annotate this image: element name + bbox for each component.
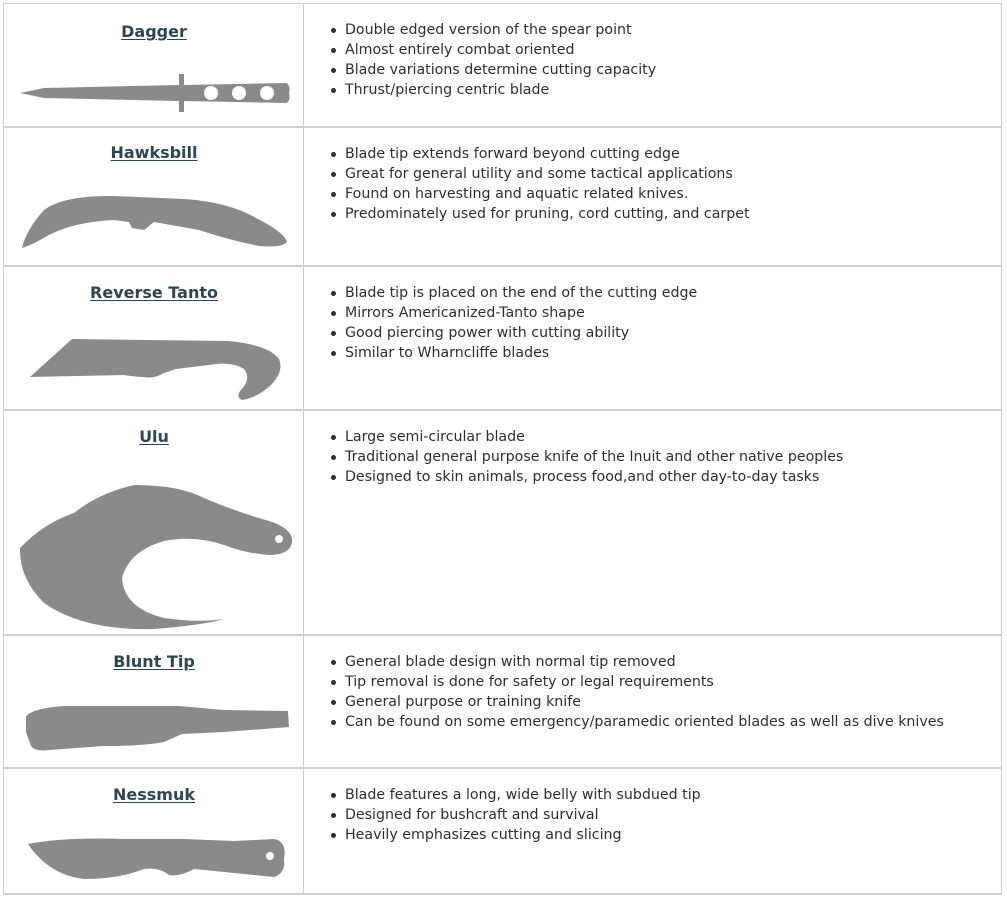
blade-name-cell bbox=[4, 267, 304, 409]
blade-description-cell bbox=[304, 128, 1001, 265]
table-row bbox=[3, 636, 1002, 769]
blade-title-link[interactable]: Nessmuk bbox=[113, 785, 195, 804]
blunt-tip-blade-icon bbox=[4, 696, 304, 761]
ulu-blade-icon bbox=[4, 473, 304, 633]
list-item: Can be found on some emergency/paramedic oriented blades as well as dive knives bbox=[330, 712, 944, 732]
table-row bbox=[3, 128, 1002, 267]
list-item: Large semi-circular blade bbox=[330, 427, 843, 447]
hawksbill-blade-icon bbox=[4, 190, 304, 255]
blade-name-cell bbox=[4, 636, 304, 767]
list-item: Blade features a long, wide belly with subdued tip bbox=[330, 785, 701, 805]
blade-name-cell bbox=[4, 4, 304, 126]
list-item: Blade variations determine cutting capacity bbox=[330, 60, 656, 80]
list-item: Found on harvesting and aquatic related knives. bbox=[330, 184, 750, 204]
list-item: Predominately used for pruning, cord cutting, and carpet bbox=[330, 204, 750, 224]
list-item: Good piercing power with cutting ability bbox=[330, 323, 697, 343]
list-item: Traditional general purpose knife of the Inuit and other native peoples bbox=[330, 447, 843, 467]
list-item: Heavily emphasizes cutting and slicing bbox=[330, 825, 701, 845]
blade-description-cell bbox=[304, 267, 1001, 409]
blade-name-cell bbox=[4, 769, 304, 893]
blade-title-link[interactable]: Hawksbill bbox=[110, 143, 198, 162]
blade-description-cell bbox=[304, 411, 1001, 634]
blade-name-cell bbox=[4, 411, 304, 634]
dagger-blade-icon bbox=[4, 68, 304, 118]
blade-features-list bbox=[330, 427, 843, 487]
blade-title-link[interactable]: Ulu bbox=[139, 427, 169, 446]
list-item: Thrust/piercing centric blade bbox=[330, 80, 656, 100]
list-item: Similar to Wharncliffe blades bbox=[330, 343, 697, 363]
blade-features-list bbox=[330, 20, 656, 100]
table-row bbox=[3, 4, 1002, 128]
list-item: Designed for bushcraft and survival bbox=[330, 805, 701, 825]
reverse-tanto-blade-icon bbox=[4, 329, 304, 404]
blade-features-list bbox=[330, 652, 944, 732]
table-row bbox=[3, 769, 1002, 895]
list-item: Great for general utility and some tactical applications bbox=[330, 164, 750, 184]
list-item: Blade tip extends forward beyond cutting edge bbox=[330, 144, 750, 164]
blade-features-list bbox=[330, 785, 701, 845]
blade-description-cell bbox=[304, 4, 1001, 126]
list-item: General blade design with normal tip removed bbox=[330, 652, 944, 672]
table-row bbox=[3, 411, 1002, 636]
table-row bbox=[3, 267, 1002, 411]
blade-features-list bbox=[330, 283, 697, 363]
nessmuk-blade-icon bbox=[4, 829, 304, 889]
list-item: Blade tip is placed on the end of the cutting edge bbox=[330, 283, 697, 303]
blade-title-link[interactable]: Blunt Tip bbox=[113, 652, 195, 671]
blade-description-cell bbox=[304, 769, 1001, 893]
blade-shapes-table bbox=[3, 3, 1002, 895]
list-item: Tip removal is done for safety or legal requirements bbox=[330, 672, 944, 692]
list-item: Mirrors Americanized-Tanto shape bbox=[330, 303, 697, 323]
list-item: Almost entirely combat oriented bbox=[330, 40, 656, 60]
list-item: General purpose or training knife bbox=[330, 692, 944, 712]
blade-features-list bbox=[330, 144, 750, 224]
blade-title-link[interactable]: Dagger bbox=[121, 22, 187, 41]
list-item: Double edged version of the spear point bbox=[330, 20, 656, 40]
blade-title-link[interactable]: Reverse Tanto bbox=[90, 283, 218, 302]
list-item: Designed to skin animals, process food,and other day-to-day tasks bbox=[330, 467, 843, 487]
blade-description-cell bbox=[304, 636, 1001, 767]
blade-name-cell bbox=[4, 128, 304, 265]
